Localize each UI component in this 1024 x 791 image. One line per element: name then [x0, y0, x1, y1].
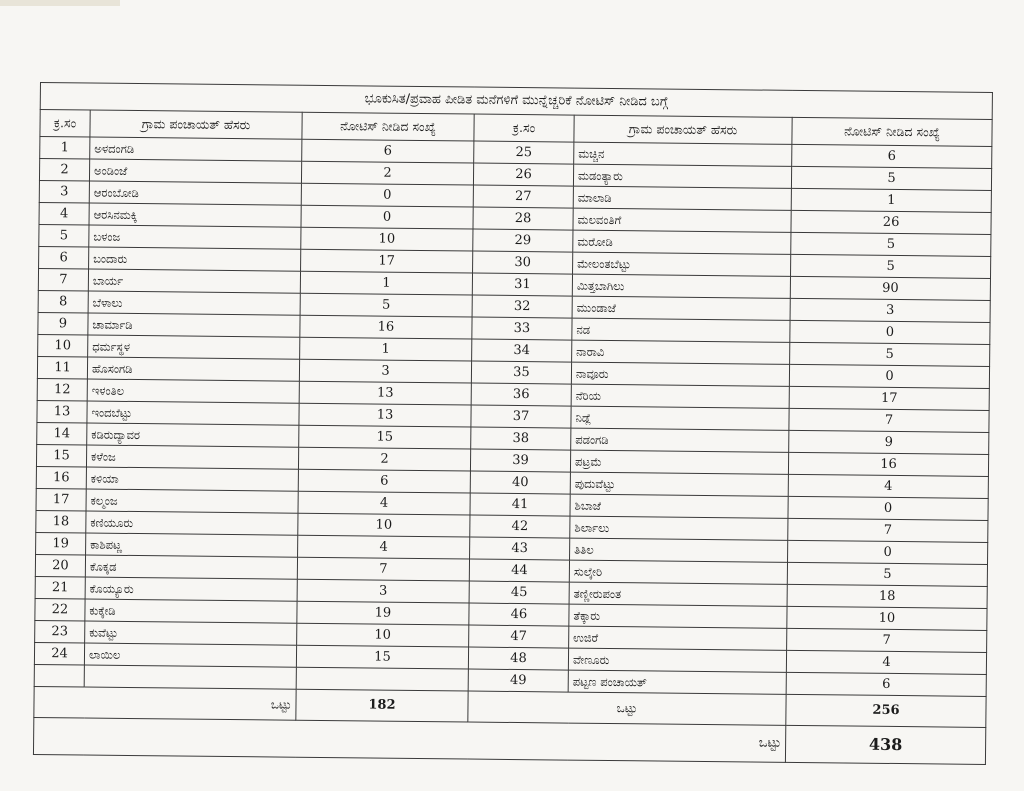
gp-name-cell: ಕಾಶಿಪಟ್ಣ — [86, 533, 298, 557]
sl-cell: 8 — [38, 290, 88, 313]
count-cell: 7 — [297, 557, 469, 581]
gp-name-cell: ಕೊಕ್ಕಡ — [85, 555, 297, 579]
sl-cell: 2 — [39, 159, 89, 182]
sl-cell: 45 — [469, 581, 569, 604]
count-cell: 3 — [299, 359, 471, 383]
count-cell: 6 — [298, 469, 470, 493]
count-cell: 13 — [299, 403, 471, 427]
count-cell: 0 — [301, 183, 473, 207]
sl-cell: 35 — [471, 361, 571, 384]
sl-cell: 34 — [472, 339, 572, 362]
gp-name-cell: ಮಲವಂತಿಗೆ — [573, 208, 791, 232]
sl-cell: 11 — [37, 356, 87, 379]
gp-name-cell: ಬೆಳಾಲು — [88, 291, 300, 315]
gp-name-cell: ಇಳಂತಿಲ — [87, 379, 299, 403]
gp-name-cell: ಹೊಸಂಗಡಿ — [87, 357, 299, 381]
gp-name-cell: ಮಾಲಾಡಿ — [573, 186, 791, 210]
count-cell: 4 — [788, 474, 988, 498]
gp-name-cell: ಸುಲ್ಕೇರಿ — [569, 560, 787, 584]
sl-cell: 17 — [36, 488, 86, 511]
sl-cell: 26 — [473, 163, 573, 186]
count-cell: 4 — [786, 650, 986, 674]
count-cell: 0 — [790, 320, 990, 344]
count-cell: 5 — [300, 293, 472, 317]
header-sl-left: ಕ್ರ.ಸಂ — [40, 110, 90, 138]
count-cell: 5 — [790, 342, 990, 366]
sl-cell: 33 — [472, 317, 572, 340]
gp-name-cell: ಲಾಯಿಲ — [84, 643, 296, 667]
sl-cell: 20 — [35, 554, 85, 577]
gp-name-cell: ಕೊಯ್ಯೂರು — [85, 577, 297, 601]
count-cell: 2 — [298, 447, 470, 471]
count-cell: 17 — [301, 249, 473, 273]
gp-name-cell: ಚಾರ್ಮಾಡಿ — [88, 313, 300, 337]
gp-name-cell: ಬಾರ್ಯ — [88, 269, 300, 293]
count-cell: 3 — [297, 579, 469, 603]
gp-name-cell: ಪಟ್ರಮೆ — [570, 450, 788, 474]
gp-name-cell: ಬಂದಾರು — [89, 247, 301, 271]
gp-name-cell: ಮುಂಡಾಜೆ — [572, 296, 790, 320]
count-cell: 10 — [787, 606, 987, 630]
sl-cell: 9 — [38, 312, 88, 335]
count-cell: 10 — [298, 513, 470, 537]
count-cell: 0 — [301, 205, 473, 229]
gp-name-cell: ಮೇಲಂತಬೆಟ್ಟು — [573, 252, 791, 276]
sl-cell: 14 — [37, 422, 87, 445]
sl-cell: 24 — [34, 642, 84, 665]
header-count-right: ನೋಟಿಸ್ ನೀಡಿದ ಸಂಖ್ಯೆ — [792, 117, 992, 146]
count-cell: 9 — [789, 430, 989, 454]
count-cell: 3 — [790, 298, 990, 322]
scan-smudge — [0, 0, 120, 6]
sl-cell: 47 — [469, 625, 569, 648]
gp-name-cell: ಕುಕ್ಕೇಡಿ — [85, 599, 297, 623]
count-cell: 6 — [302, 139, 474, 163]
sl-cell: 32 — [472, 295, 572, 318]
sl-cell: 10 — [38, 334, 88, 357]
gp-name-cell: ಮಡಂತ್ಯಾರು — [573, 164, 791, 188]
left-total-value: 182 — [296, 689, 468, 722]
gp-name-cell: ತೆಕ್ಕಾರು — [569, 604, 787, 628]
count-cell: 6 — [786, 672, 986, 696]
gp-name-cell: ನಿಡ್ಲೆ — [571, 406, 789, 430]
gp-name-cell: ತಣ್ಣೀರುಪಂತ — [569, 582, 787, 606]
count-cell: 0 — [788, 496, 988, 520]
gp-name-cell: ಇಂದಬೆಟ್ಟು — [87, 401, 299, 425]
sl-cell: 1 — [40, 137, 90, 160]
sl-cell: 16 — [36, 466, 86, 489]
gp-name-cell: ಮರೋಡಿ — [573, 230, 791, 254]
gp-name-cell: ನಾವೂರು — [571, 362, 789, 386]
count-cell: 5 — [791, 166, 991, 190]
count-cell: 0 — [789, 364, 989, 388]
sl-cell: 46 — [469, 603, 569, 626]
gp-name-cell: ಶಿರ್ಲಾಲು — [570, 516, 788, 540]
table-title: ಭೂಕುಸಿತ/ಪ್ರವಾಹ ಪೀಡಿತ ಮನೆಗಳಿಗೆ ಮುನ್ನೆಚ್ಚರಿಕೆ ನೋಟಿಸ್ ನೀಡಿದ ಬಗ್ಗೆ — [40, 83, 992, 120]
sl-cell: 7 — [38, 268, 88, 291]
gp-name-cell: ಕಳೆಂಜ — [86, 445, 298, 469]
count-cell: 15 — [299, 425, 471, 449]
count-cell: 10 — [301, 227, 473, 251]
gp-name-cell: ನಾರಾವಿ — [572, 340, 790, 364]
gp-name-cell: ಕಲ್ಮಂಜ — [86, 489, 298, 513]
gp-name-cell: ಕಣಿಯೂರು — [86, 511, 298, 535]
gp-name-cell: ಅಳದಂಗಡಿ — [90, 137, 302, 161]
count-cell: 5 — [791, 254, 991, 278]
count-cell: 17 — [789, 386, 989, 410]
count-cell: 5 — [791, 232, 991, 256]
right-total-label: ಒಟ್ಟು — [468, 691, 786, 725]
sl-cell: 28 — [473, 207, 573, 230]
count-cell: 13 — [299, 381, 471, 405]
left-total-label: ಒಟ್ಟು — [34, 686, 296, 720]
header-sl-right: ಕ್ರ.ಸಂ — [474, 114, 574, 142]
header-gp-left: ಗ್ರಾಮ ಪಂಚಾಯತ್ ಹೆಸರು — [90, 110, 302, 139]
count-cell: 16 — [788, 452, 988, 476]
sl-cell: 23 — [35, 620, 85, 643]
gp-name-cell: ಕಳಿಯಾ — [86, 467, 298, 491]
sl-cell: 41 — [470, 493, 570, 516]
gp-name-cell: ಕುವೆಟ್ಟು — [85, 621, 297, 645]
gp-name-cell: ವೇಣೂರು — [568, 648, 786, 672]
gp-name-cell: ಆರಂಬೋಡಿ — [89, 181, 301, 205]
count-cell: 2 — [301, 161, 473, 185]
sl-cell: 36 — [471, 383, 571, 406]
gp-name-cell: ಆರಸಿನಮಕ್ಕಿ — [89, 203, 301, 227]
gp-name-cell: ಧರ್ಮಸ್ಥಳ — [88, 335, 300, 359]
gp-name-cell: ಮಚ್ಚಿನ — [574, 142, 792, 166]
sl-cell: 49 — [468, 669, 568, 692]
count-cell: 0 — [788, 540, 988, 564]
header-gp-right: ಗ್ರಾಮ ಪಂಚಾಯತ್ ಹೆಸರು — [574, 115, 792, 144]
sl-cell: 19 — [36, 532, 86, 555]
sl-cell: 29 — [473, 229, 573, 252]
count-cell — [296, 667, 468, 691]
sl-cell: 48 — [468, 647, 568, 670]
count-cell: 15 — [296, 645, 468, 669]
gp-name-cell: ಉಜಿರೆ — [569, 626, 787, 650]
sl-cell: 31 — [472, 273, 572, 296]
count-cell: 4 — [298, 535, 470, 559]
count-cell: 90 — [790, 276, 990, 300]
gp-name-cell: ಅಂಡಿಂಜೆ — [89, 159, 301, 183]
gp-name-cell: ಕಡಿರುದ್ಯಾವರ — [87, 423, 299, 447]
gp-name-cell: ಬಳಂಜ — [89, 225, 301, 249]
sl-cell: 42 — [470, 515, 570, 538]
sl-cell: 27 — [473, 185, 573, 208]
right-total-value: 256 — [786, 694, 986, 727]
count-cell: 16 — [300, 315, 472, 339]
count-cell: 18 — [787, 584, 987, 608]
sl-cell: 5 — [39, 224, 89, 247]
gp-name-cell — [84, 665, 296, 689]
gp-name-cell: ಪಡಂಗಡಿ — [571, 428, 789, 452]
sl-cell: 13 — [37, 400, 87, 423]
count-cell: 1 — [791, 188, 991, 212]
sl-cell: 44 — [469, 559, 569, 582]
sl-cell: 15 — [36, 444, 86, 467]
gp-name-cell: ಪಟ್ಟಣ ಪಂಚಾಯತ್ — [568, 670, 786, 694]
sl-cell: 3 — [39, 180, 89, 203]
gp-name-cell: ನೆರಿಯ — [571, 384, 789, 408]
gp-name-cell: ನಡ — [572, 318, 790, 342]
gp-name-cell: ತಿತಿಲ — [570, 538, 788, 562]
sl-cell: 39 — [470, 449, 570, 472]
count-cell: 10 — [297, 623, 469, 647]
sl-cell: 40 — [470, 471, 570, 494]
sl-cell: 22 — [35, 598, 85, 621]
sl-cell — [34, 664, 84, 687]
gp-name-cell: ಪುದುವೆಟ್ಟು — [570, 472, 788, 496]
sl-cell: 30 — [473, 251, 573, 274]
grand-total-value: 438 — [785, 725, 985, 764]
sl-cell: 21 — [35, 576, 85, 599]
count-cell: 4 — [298, 491, 470, 515]
notice-table-sheet — [33, 82, 992, 765]
notice-table — [33, 82, 993, 765]
count-cell: 6 — [792, 144, 992, 168]
gp-name-cell: ಶಿಬಾಜೆ — [570, 494, 788, 518]
sl-cell: 37 — [471, 405, 571, 428]
sl-cell: 6 — [39, 246, 89, 269]
count-cell: 7 — [788, 518, 988, 542]
sl-cell: 4 — [39, 202, 89, 225]
sl-cell: 18 — [36, 510, 86, 533]
gp-name-cell: ಮಿತ್ತಬಾಗಿಲು — [572, 274, 790, 298]
header-count-left: ನೋಟಿಸ್ ನೀಡಿದ ಸಂಖ್ಯೆ — [302, 112, 474, 141]
count-cell: 7 — [789, 408, 989, 432]
grand-total-label: ಒಟ್ಟು — [33, 717, 785, 762]
count-cell: 5 — [787, 562, 987, 586]
sl-cell: 12 — [37, 378, 87, 401]
count-cell: 26 — [791, 210, 991, 234]
count-cell: 7 — [787, 628, 987, 652]
count-cell: 1 — [300, 337, 472, 361]
sl-cell: 38 — [471, 427, 571, 450]
count-cell: 1 — [300, 271, 472, 295]
count-cell: 19 — [297, 601, 469, 625]
sl-cell: 43 — [470, 537, 570, 560]
sl-cell: 25 — [474, 141, 574, 164]
